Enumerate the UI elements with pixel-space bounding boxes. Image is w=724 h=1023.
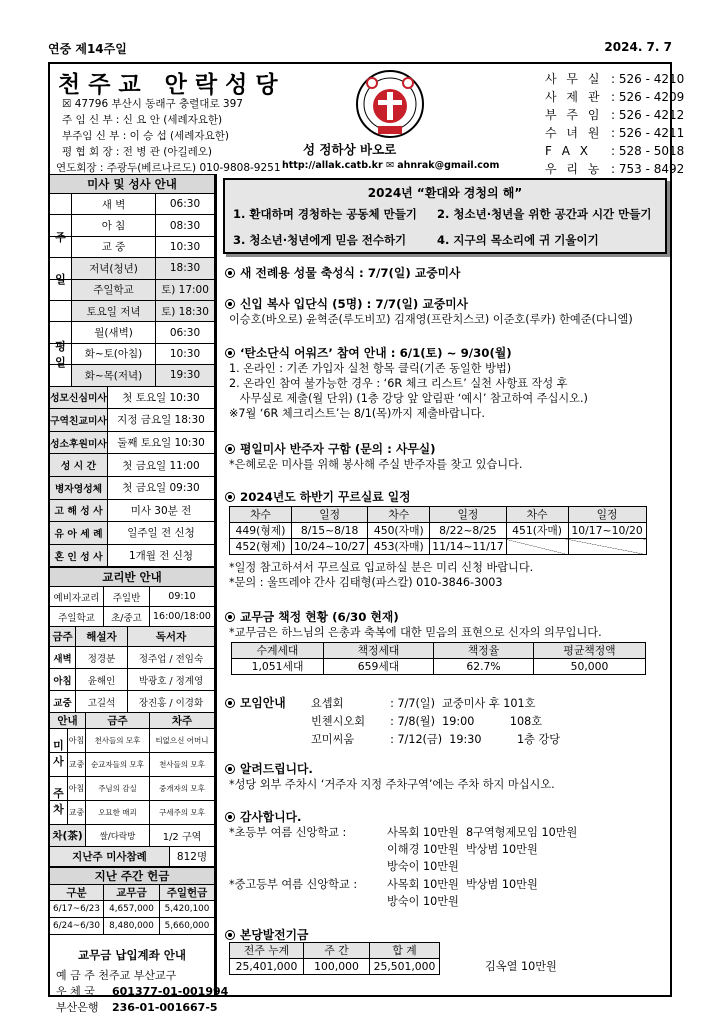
sacrament-row xyxy=(50,500,214,523)
col-head: 금주 xyxy=(50,627,76,646)
col-head: 안내 xyxy=(50,713,86,728)
offering-row xyxy=(50,918,214,935)
fund-table xyxy=(229,942,440,975)
table-cell: 449(형제) xyxy=(230,523,292,539)
class-group: 주일반 xyxy=(104,587,150,606)
carbon-line: 1. 온라인 : 기존 가입자 실천 항목 클릭(기존 동일한 방법) xyxy=(229,362,512,375)
col-head: 차주 xyxy=(150,713,214,728)
table-cell: 450(자매) xyxy=(368,523,430,539)
phone-label: 수 녀 원 xyxy=(545,126,603,140)
phone-row xyxy=(545,70,684,88)
catechism-row xyxy=(50,587,214,607)
mass-name: 월(새벽) xyxy=(72,322,156,342)
class-name: 주일학교 xyxy=(50,607,104,626)
table-cell: 10/17~10/20 xyxy=(568,523,646,539)
class-time: 09:10 xyxy=(168,591,196,603)
mass-slot: 아침 xyxy=(50,669,76,690)
mass-time: 08:30 xyxy=(169,219,201,232)
section-thanks xyxy=(225,808,301,825)
liturgical-week: 연중 제14주일 xyxy=(48,42,127,56)
sacrament-row xyxy=(50,545,214,568)
bullet-icon xyxy=(225,612,235,622)
attendance-row xyxy=(50,847,214,867)
table-cell: 11/14~11/17 xyxy=(430,539,506,555)
bullet-icon xyxy=(225,348,235,358)
section-heading: 교무금 책정 현황 (6/30 현재) xyxy=(240,610,399,624)
col-head: 일정 xyxy=(568,507,646,523)
main-content xyxy=(216,174,672,997)
account-row xyxy=(56,983,228,999)
section-cursillo xyxy=(225,488,411,505)
cursillo-table xyxy=(229,506,647,555)
col-head: 주일헌금 xyxy=(160,885,214,900)
tea-label: 차(茶) xyxy=(50,825,86,846)
phone-number: : 526 - 4211 xyxy=(611,126,685,140)
phone-number: : 526 - 4212 xyxy=(611,108,685,122)
carbon-line: ※7월 ‘6R 체크리스트’는 8/1(목)까지 제출바랍니다. xyxy=(229,407,485,420)
meeting-name: 꼬미씨움 xyxy=(311,733,355,746)
theme-title: 2024년 “환대와 경청의 해” xyxy=(367,186,523,200)
bank-name: 부산은행 xyxy=(56,1001,99,1015)
mass-row xyxy=(50,280,214,301)
sacrament-time: 첫 토요일 10:30 xyxy=(122,391,200,404)
account-number: 601377-01-001994 xyxy=(112,985,229,999)
period: 6/24~6/30 xyxy=(50,918,104,934)
mass-row xyxy=(50,301,214,322)
attendance-count: 812명 xyxy=(176,851,208,864)
table-cell: 10/24~10/27 xyxy=(292,539,368,555)
group-this-week: 주님의 감실 xyxy=(86,777,150,800)
mass-schedule-title: 미사 및 성사 안내 xyxy=(50,174,214,194)
guide-label: 주 차 xyxy=(50,777,68,825)
sacrament-name: 성모신심미사 xyxy=(50,387,108,409)
donation-line: 방숙이 10만원 xyxy=(387,895,459,908)
guide-row xyxy=(50,753,214,777)
sacrament-name: 성 시 간 xyxy=(50,454,108,476)
catechism-row xyxy=(50,607,214,627)
group-next-week: 중개자의 모후 xyxy=(159,784,205,794)
section-heading: ‘탄소단식 어워즈’ 참여 안내 : 6/1(토) ~ 9/30(월) xyxy=(240,346,512,360)
table-cell: 100,000 xyxy=(304,959,370,975)
col-head: 주 간 xyxy=(304,943,370,959)
dues: 8,480,000 xyxy=(104,918,160,934)
issue-date: 2024. 7. 7 xyxy=(604,40,672,54)
table-cell: 25,501,000 xyxy=(370,959,440,975)
theme-item: 1. 환대하며 경청하는 공동체 만들기 xyxy=(233,207,417,221)
phone-row xyxy=(545,106,684,124)
col-head: 전주 누계 xyxy=(230,943,304,959)
col-head: 차수 xyxy=(230,507,292,523)
table-cell: 50,000 xyxy=(534,659,646,675)
class-time: 16:00/18:00 xyxy=(153,611,211,623)
phone-label: F A X xyxy=(545,144,591,158)
carbon-line: 2. 온라인 참여 불가능한 경우 : ‘6R 체크 리스트’ 실천 사항표 작성 후 xyxy=(229,377,568,390)
mass-row xyxy=(50,215,214,236)
class-group: 초/중고 xyxy=(104,607,150,626)
section-carbon-fasting xyxy=(225,344,512,361)
sacrament-name: 유 아 세 례 xyxy=(50,522,108,544)
account-row xyxy=(56,999,218,1015)
parish-title: 천주교 안락성당 xyxy=(58,72,286,98)
section-heading: 감사합니다. xyxy=(240,810,302,824)
table-cell: 25,401,000 xyxy=(230,959,304,975)
donation-line: 사목회 10만원 박상범 10만원 xyxy=(387,878,538,891)
website-link[interactable]: http://allak.catb.kr ✉ ahnrak@gmail.com xyxy=(282,160,500,171)
meeting-name: 빈첸시오회 xyxy=(311,715,366,728)
mass-time: 18:30 xyxy=(156,258,214,278)
mass-name: 새 벽 xyxy=(72,194,156,214)
phone-row xyxy=(545,124,684,142)
table-cell xyxy=(568,539,646,555)
altar-server-names: 이승호(바오로) 윤혁준(루도비꼬) 김재영(프란치스코) 이준호(루카) 한예준(다니엘) xyxy=(229,313,633,326)
phone-number: : 526 - 4209 xyxy=(611,90,685,104)
sacrament-time: 일주일 전 신청 xyxy=(127,527,195,540)
slot: 교중 xyxy=(68,753,86,776)
address: ☒ 47796 부산시 동래구 충렬대로 397 xyxy=(62,98,243,110)
section-organist xyxy=(225,440,436,457)
header-line: 부주임 신 부 : 이 승 섭 (세례자요한) xyxy=(62,130,229,142)
mass-time: 10:30 xyxy=(169,240,201,253)
notice-text: *성당 외부 주차시 ‘거주자 지정 주차구역’에는 주차 하지 마십시오. xyxy=(229,778,555,791)
table-cell: 8/22~8/25 xyxy=(430,523,506,539)
mass-time: 06:30 xyxy=(169,198,201,211)
section-heading: 평일미사 반주자 구함 (문의 : 사무실) xyxy=(240,442,436,456)
mass-row xyxy=(50,365,214,386)
mass-time: 10:30 xyxy=(169,347,201,360)
col-head: 교무금 xyxy=(104,885,160,900)
reader-row xyxy=(50,669,214,691)
phone-row xyxy=(545,142,684,160)
bullet-icon xyxy=(225,268,235,278)
sacrament-time: 미사 30분 전 xyxy=(130,504,192,517)
section-heading: 모임안내 xyxy=(240,696,286,710)
table-cell: 1,051세대 xyxy=(232,659,324,675)
group-this-week: 오묘한 매괴 xyxy=(86,801,150,824)
section-notice xyxy=(225,760,313,777)
bank-name: 우 체 국 xyxy=(56,985,95,999)
commentator: 윤해인 xyxy=(76,669,128,690)
theme-item: 2. 청소년·청년을 위한 공간과 시간 만들기 xyxy=(437,207,652,221)
sacrament-name: 구역친교미사 xyxy=(50,409,108,431)
sacrament-row xyxy=(50,477,214,500)
guide-row xyxy=(50,777,214,801)
mass-row xyxy=(50,322,214,343)
header-line: 주 임 신 부 : 신 요 안 (세례자요한) xyxy=(62,114,223,126)
phone-directory xyxy=(545,70,684,178)
section-altar-servers xyxy=(225,295,468,312)
table-cell: 62.7% xyxy=(434,659,534,675)
theme-item: 3. 청소년·청년에게 믿음 전수하기 xyxy=(233,233,407,247)
phone-row xyxy=(545,88,684,106)
col-head: 책정율 xyxy=(434,643,534,659)
offering-header xyxy=(50,885,214,901)
sacrament-name: 고 해 성 사 xyxy=(50,500,108,522)
mass-row xyxy=(50,194,214,215)
bullet-icon xyxy=(225,444,235,454)
donor-group: *중고등부 여름 신앙학교 : xyxy=(229,878,358,891)
mass-name: 주일학교 xyxy=(72,280,156,300)
carbon-line: 사무실로 제출(월 단위) (1층 강당 앞 알림판 ‘예시’ 참고하여 주십시오.) xyxy=(229,392,588,405)
guide-row xyxy=(50,801,214,825)
slot: 교중 xyxy=(68,801,86,824)
section-development-fund xyxy=(225,926,308,943)
col-head: 수계세대 xyxy=(232,643,324,659)
lectors: 정주업 / 전임숙 xyxy=(138,653,204,665)
sacrament-name: 혼 인 성 사 xyxy=(50,545,108,567)
account-title: 교무금 납입계좌 안내 xyxy=(78,948,186,963)
col-head: 책정세대 xyxy=(324,643,434,659)
sacrament-row xyxy=(50,522,214,545)
col-head: 합 계 xyxy=(370,943,440,959)
mass-time: 토) 18:30 xyxy=(156,301,214,321)
col-head: 일정 xyxy=(292,507,368,523)
attendance-label: 지난주 미사참례 xyxy=(50,847,170,866)
phone-number: : 753 - 8492 xyxy=(611,162,685,176)
section-heading: 알려드립니다. xyxy=(240,762,313,776)
sacrament-name: 병자영성체 xyxy=(50,477,108,499)
donor-group: *초등부 여름 신앙학교 : xyxy=(229,826,347,839)
phone-label: 부 주 임 xyxy=(545,108,603,122)
phone-label: 우 리 농 xyxy=(545,162,603,176)
slot: 아침 xyxy=(68,729,86,752)
col-head: 구분 xyxy=(50,885,104,900)
tea-group: 쌀/다락방 xyxy=(86,825,150,846)
col-head: 차수 xyxy=(506,507,568,523)
mass-name: 화~토(아침) xyxy=(72,344,156,364)
period: 6/17~6/23 xyxy=(50,901,104,917)
table-cell xyxy=(506,539,568,555)
table-cell: 659세대 xyxy=(324,659,434,675)
col-head: 해설자 xyxy=(76,627,128,646)
group-next-week: 티없으신 어머니 xyxy=(155,736,209,746)
sidebar xyxy=(48,174,229,1015)
bullet-icon xyxy=(225,492,235,502)
meeting-detail: : 7/7(일) 교중미사 후 101호 xyxy=(383,697,536,710)
table-cell: 451(자매) xyxy=(506,523,568,539)
col-head: 금주 xyxy=(86,713,150,728)
table-cell: 453(자매) xyxy=(368,539,430,555)
patron-saint: 성 정하상 바오로 xyxy=(303,142,397,157)
sunday-offering: 5,420,100 xyxy=(164,904,210,915)
mass-name: 교 중 xyxy=(72,237,156,257)
reader-row xyxy=(50,647,214,669)
section-meetings xyxy=(225,694,286,711)
table-cell: 8/15~8/18 xyxy=(292,523,368,539)
lectors: 박광호 / 정계영 xyxy=(138,675,204,687)
account-number: 236-01-001667-5 xyxy=(112,1001,218,1015)
sacrament-row xyxy=(50,432,214,455)
col-head: 평균책정액 xyxy=(534,643,646,659)
sacrament-row xyxy=(50,387,214,410)
bullet-icon xyxy=(225,812,235,822)
sacrament-time: 지정 금요일 18:30 xyxy=(117,414,205,427)
sacrament-time: 둘째 토요일 10:30 xyxy=(117,437,205,450)
table-cell: 452(형제) xyxy=(230,539,292,555)
bullet-icon xyxy=(225,698,235,708)
dues-table xyxy=(231,642,646,675)
sunday-label: 주 일 xyxy=(50,194,72,322)
mass-slot: 교중 xyxy=(50,691,76,712)
top-line xyxy=(48,40,672,62)
meeting-name: 요셉회 xyxy=(311,697,344,710)
class-name: 예비자교리 xyxy=(50,587,104,606)
mass-name: 화~목(저녁) xyxy=(72,365,156,385)
donation-line: 방숙이 10만원 xyxy=(387,860,459,873)
sacrament-name: 성소후원미사 xyxy=(50,432,108,454)
header-line: 연도회장 : 주광두(베르나르도) 010-9808-9251 xyxy=(56,162,281,174)
section-heading: 본당발전기금 xyxy=(240,928,309,942)
commentator: 정경분 xyxy=(76,647,128,668)
group-this-week: 천사들의 모후 xyxy=(86,729,150,752)
sacrament-time: 1개월 전 신청 xyxy=(128,550,194,563)
mass-row xyxy=(50,344,214,365)
offering-title: 지난 주간 헌금 xyxy=(50,867,214,885)
group-next-week: 구세주의 모후 xyxy=(159,808,205,818)
guide-header xyxy=(50,713,214,729)
meeting-detail: : 7/12(금) 19:30 1층 강당 xyxy=(383,733,561,746)
phone-label: 사 제 관 xyxy=(545,90,603,104)
section-heading: 2024년도 하반기 꾸르실료 일정 xyxy=(240,490,411,504)
mass-name: 토요일 저녁 xyxy=(72,301,156,321)
section-blessing xyxy=(225,264,460,281)
sacrament-time: 첫 금요일 09:30 xyxy=(122,482,200,495)
weekday-label: 평 일 xyxy=(50,322,72,386)
section-heading: 신입 복사 입단식 (5명) : 7/7(일) 교중미사 xyxy=(240,297,469,311)
sacrament-row xyxy=(50,409,214,432)
guide-label: 미 사 xyxy=(50,729,68,777)
cursillo-line: *일정 참고하셔서 꾸르실료 입교하실 분은 미리 신청 바랍니다. xyxy=(229,561,534,574)
tea-zone: 1/2 구역 xyxy=(162,832,202,844)
account-holder: 예 금 주 천주교 부산교구 xyxy=(56,969,177,983)
sunday-offering: 5,660,000 xyxy=(164,921,210,932)
col-head: 독서자 xyxy=(128,627,214,646)
phone-label: 사 무 실 xyxy=(545,72,603,86)
mass-time: 토) 17:00 xyxy=(156,280,214,300)
parish-logo-icon xyxy=(350,68,430,140)
cursillo-line: *문의 : 울뜨레야 간사 김태형(파스칼) 010-3846-3003 xyxy=(229,576,503,589)
commentator: 고길석 xyxy=(76,691,128,712)
fund-note: 김옥열 10만원 xyxy=(485,960,557,973)
col-head: 차수 xyxy=(368,507,430,523)
masthead xyxy=(48,62,685,176)
readers-header xyxy=(50,627,214,647)
theme-box xyxy=(223,178,667,254)
lectors: 장진홍 / 이경화 xyxy=(138,697,204,709)
catechism-title: 교리반 안내 xyxy=(50,567,214,587)
header-line: 평 협 회 장 : 전 병 관 (아길레오) xyxy=(62,146,213,158)
mass-slot: 새벽 xyxy=(50,647,76,668)
mass-row xyxy=(50,258,214,279)
sacrament-time: 첫 금요일 11:00 xyxy=(122,459,200,472)
guide-row xyxy=(50,729,214,753)
dues-text: *교무금은 하느님의 은총과 축복에 대한 믿음의 표현으로 신자의 의무입니다. xyxy=(229,626,602,639)
slot: 아침 xyxy=(68,777,86,800)
section-dues xyxy=(225,608,399,625)
offering-row xyxy=(50,901,214,918)
bullet-icon xyxy=(225,299,235,309)
phone-number: : 528 - 5018 xyxy=(611,144,685,158)
dues: 4,657,000 xyxy=(104,901,160,917)
mass-name: 저녁(청년) xyxy=(72,258,156,278)
mass-time: 06:30 xyxy=(169,326,201,339)
donation-line: 이해경 10만원 박상범 10만원 xyxy=(387,843,538,856)
tea-row xyxy=(50,825,214,847)
donation-line: 사목회 10만원 8구역형제모임 10만원 xyxy=(387,826,578,839)
mass-row xyxy=(50,237,214,258)
bullet-icon xyxy=(225,930,235,940)
col-head: 일정 xyxy=(430,507,506,523)
reader-row xyxy=(50,691,214,713)
theme-item: 4. 지구의 목소리에 귀 기울이기 xyxy=(437,233,599,247)
phone-number: : 526 - 4210 xyxy=(611,72,685,86)
bullet-icon xyxy=(225,764,235,774)
sacrament-row xyxy=(50,454,214,477)
section-heading: 새 전례용 성물 축성식 : 7/7(일) 교중미사 xyxy=(240,266,461,280)
group-next-week: 천사들의 모후 xyxy=(159,760,205,770)
meeting-detail: : 7/8(월) 19:00 108호 xyxy=(383,715,543,728)
mass-time: 19:30 xyxy=(156,365,214,385)
organist-text: *은혜로운 미사를 위해 봉사해 주실 반주자를 찾고 있습니다. xyxy=(229,458,523,471)
mass-name: 아 침 xyxy=(72,215,156,235)
group-this-week: 순교자들의 모후 xyxy=(86,753,150,776)
